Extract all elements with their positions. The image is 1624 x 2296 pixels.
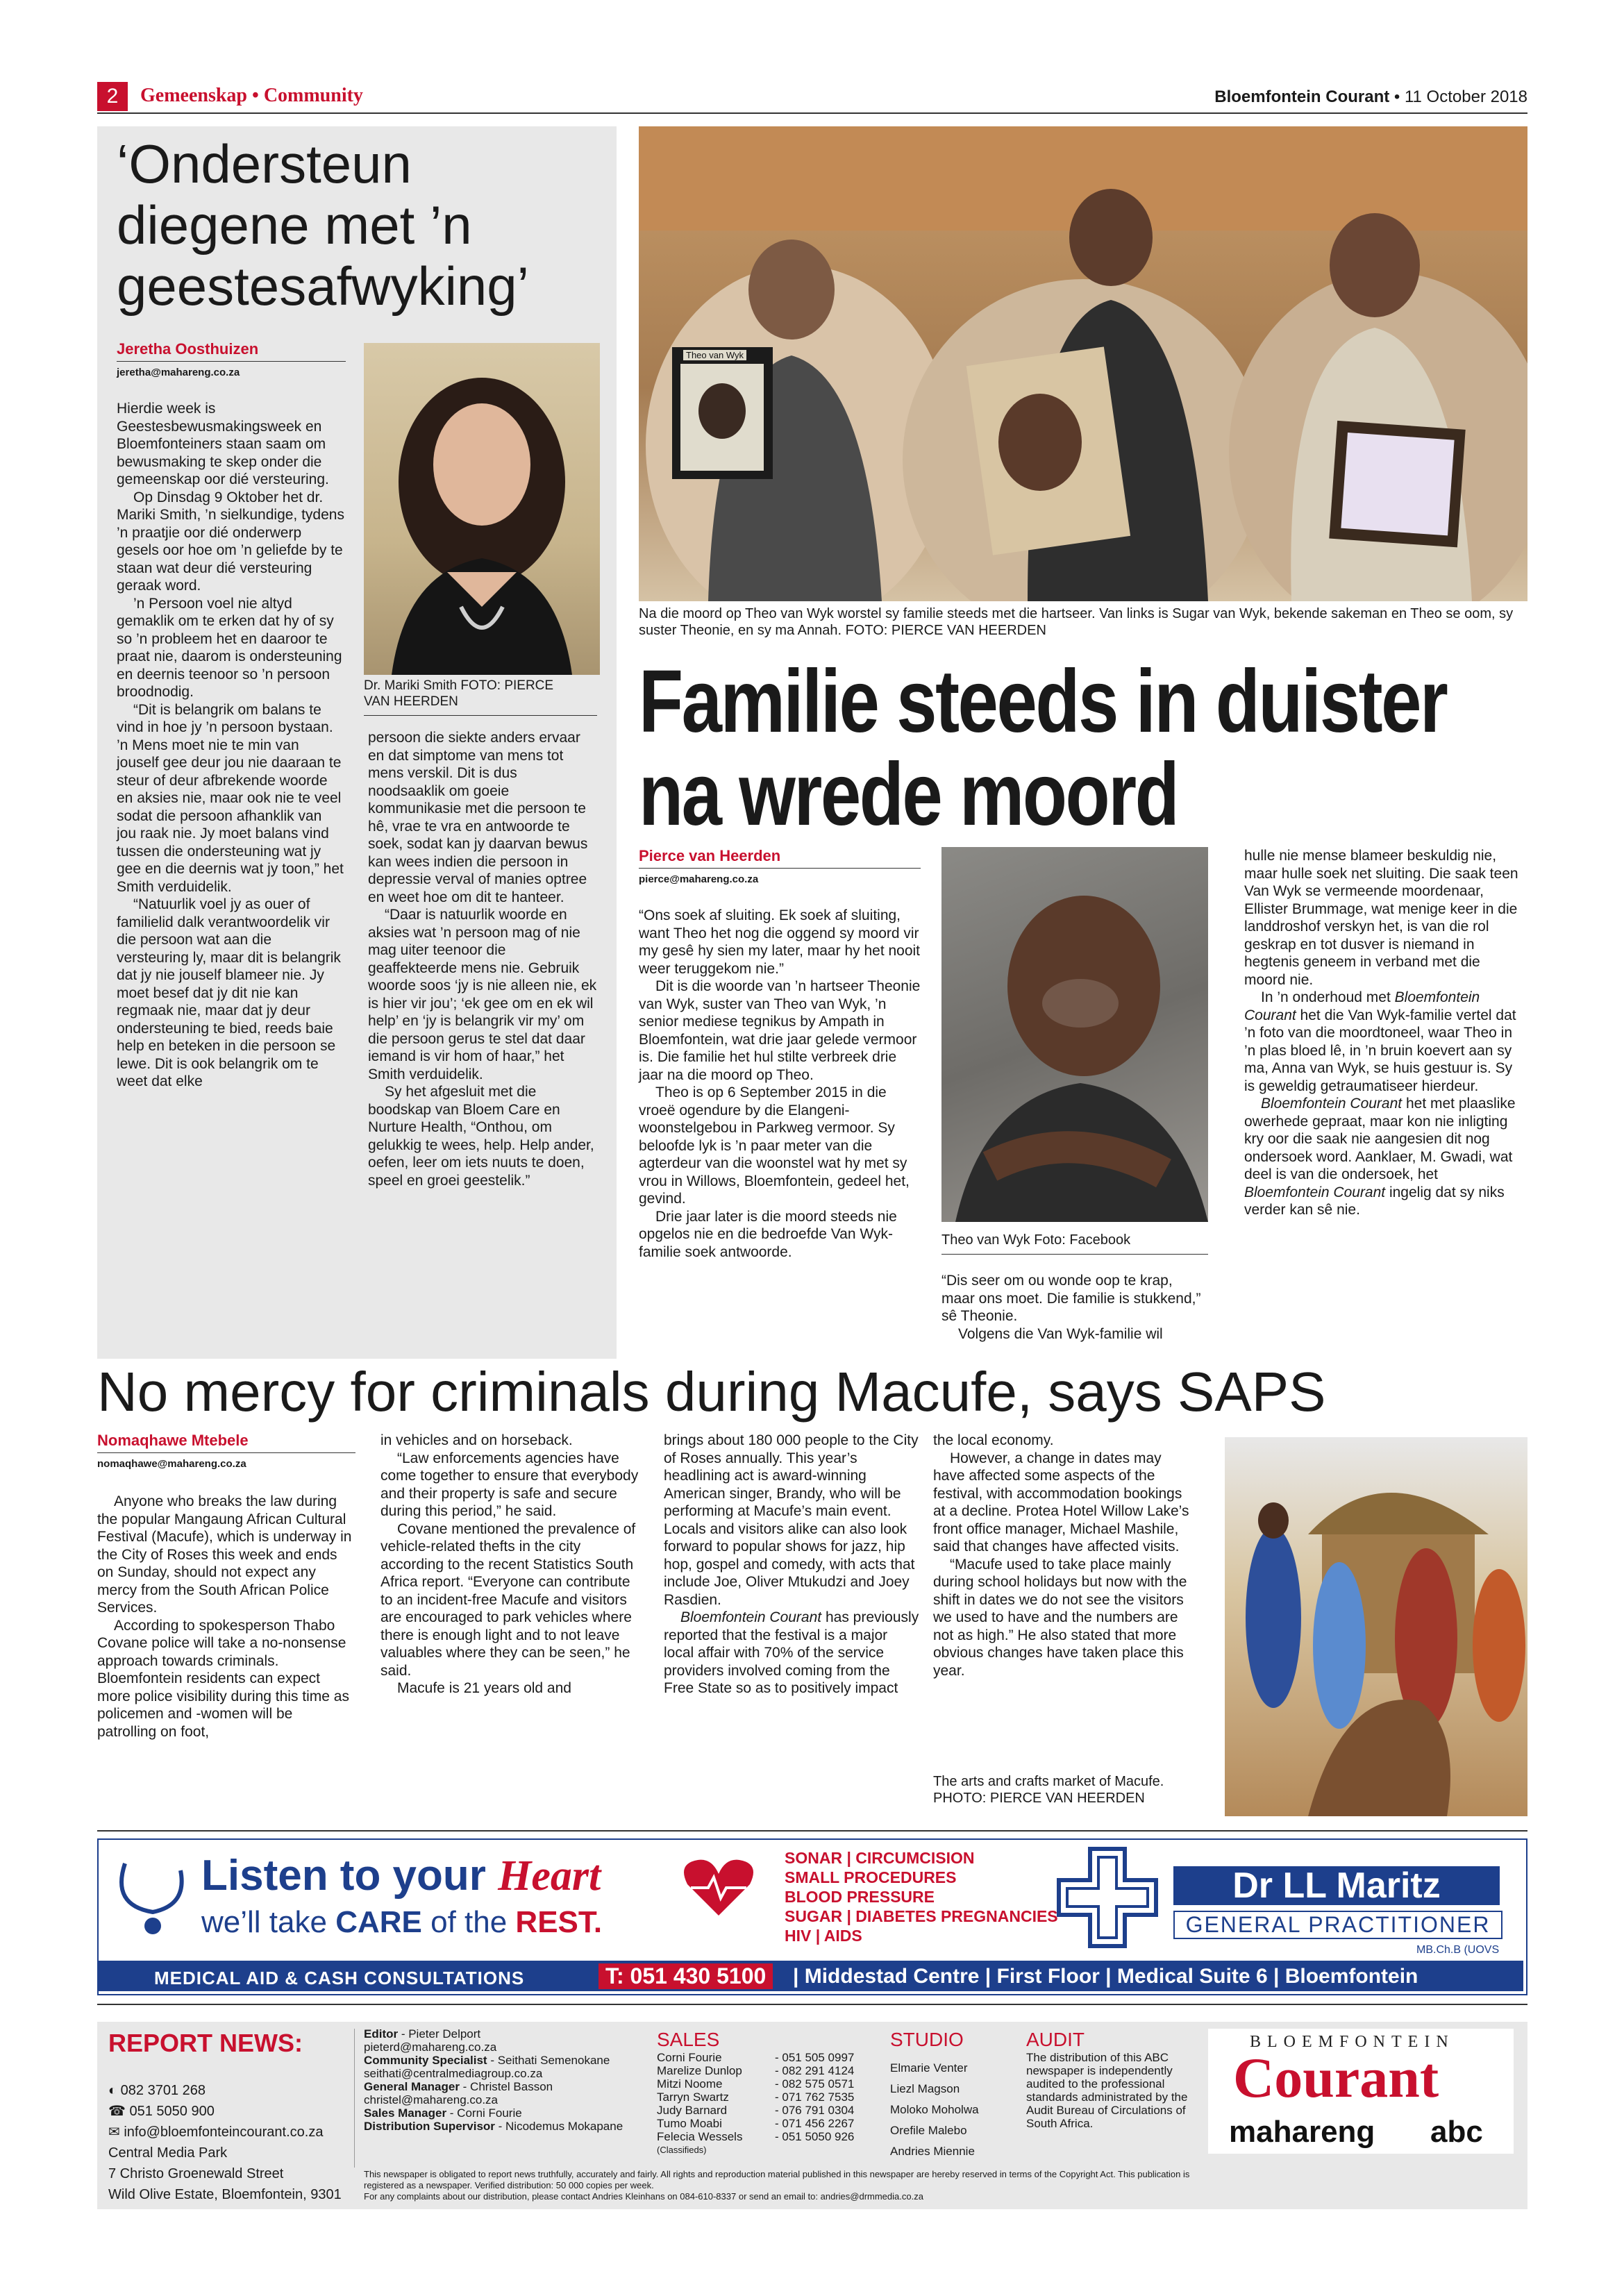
portrait-illustration	[364, 343, 600, 675]
sales-title: SALES	[657, 2029, 720, 2050]
staff-role: Community Specialist	[364, 2054, 487, 2067]
paragraph: “Macufe used to take place mainly during school holidays but now with the shift in dates we do not see the visitors we used to have and the numbers are not as high.” He also stated that more obvious changes have taken place this year.	[933, 1556, 1187, 1679]
staff-role: Editor	[364, 2027, 399, 2041]
family-photo-caption: Na die moord op Theo van Wyk worstel sy familie steeds met die hartseer. Van links is Sugar van Wyk, bekende sakeman en Theo se oom, sy suster Theonie, en sy ma Annah. FOTO: PIERCE VAN HEERDEN	[639, 606, 1514, 638]
author: Pierce van Heerden	[639, 847, 781, 864]
studio-member: Moloko Moholwa	[890, 2103, 979, 2116]
paragraph: According to spokesperson Thabo Covane police will take a no-nonsense approach towards criminals. Bloemfontein residents can expect more police visibility during this time as policemen and -women will be patrolling on foot,	[97, 1617, 349, 1740]
text: has previously reported that the festival is a major local affair with 70% of the service providers involved coming from the Free State so as to positively impact	[664, 1609, 919, 1696]
report-contacts	[108, 2080, 342, 2205]
byline-block	[117, 340, 346, 362]
sales-phone: - 051 505 0997	[775, 2051, 855, 2064]
ad-bottom-rule	[97, 2004, 1527, 2005]
paragraph: “Dit is belangrik om balans te vind in hoe jy ’n persoon bystaan. ’n Mens moet nie te min van jouself gee deur jou nie daaraan te steur of deur afbrekende woorde en aksies nie, maar ook nie te veel sodat die persoon afhanklik van jou raak nie. Jy moet balans vind tussen die ondersteuning wat jy gee en die deernis wat jy toon,” het Smith verduidelik.	[117, 701, 344, 895]
disclaimer	[364, 2169, 1197, 2202]
paragraph	[664, 1609, 921, 1698]
disclaimer-text: For any complaints about our distribution, please contact Andries Kleinhans on 084-610-8337 or send an email to: andries@drmmedia.co.za	[364, 2191, 923, 2202]
staff-role: Distribution Supervisor	[364, 2120, 495, 2133]
service-item: SUGAR | DIABETES PREGNANCIES	[785, 1907, 1058, 1925]
footer	[97, 2022, 1527, 2209]
paragraph: Volgens die Van Wyk-familie wil	[958, 1325, 1163, 1342]
author-email: nomaqhawe@mahareng.co.za	[97, 1458, 246, 1470]
service-item: HIV | AIDS	[785, 1927, 862, 1945]
sales-name: Felecia Wessels	[657, 2130, 743, 2143]
headline-line-2: na wrede moord	[639, 745, 1178, 844]
staff-name: - Seithati Semenokane	[487, 2054, 610, 2067]
article3-column-1	[97, 1493, 355, 1741]
paragraph: “Daar is natuurlik woorde en aksies wat ’n persoon mag of nie mag uiter teenoor die geaffekteerde mens nie. Gebruik woorde soos ‘jy is nie alleen nie, ek is hier vir jou’; ‘ek gee om en ek wil help’ en ‘jy is belangrik vir my’ om die persoon gerus te stel dat daar iemand is vir hom of haar,” het Smith verduidelik.	[368, 907, 597, 1082]
staff-name: - Christel Basson	[459, 2080, 553, 2093]
sales-phone: - 051 5050 926	[775, 2130, 855, 2143]
theo-photo	[941, 847, 1208, 1222]
article2-column-2	[941, 1272, 1208, 1343]
bar-right-text: | Middestad Centre | First Floor | Medical Suite 6 | Bloemfontein	[793, 1965, 1418, 1988]
bar-left-text: MEDICAL AID & CASH CONSULTATIONS	[154, 1968, 525, 1988]
heart-icon	[680, 1857, 757, 1919]
paragraph: Sy het afgesluit met die boodskap van Bloem Care en Nurture Health, “Onthou, om gelukkig te wees, help. Help ander, oefen, leer om iets nuuts te doen, speel en groei geestelik.”	[368, 1084, 594, 1189]
report-news-title: REPORT NEWS:	[108, 2029, 303, 2057]
paragraph: ’n Persoon voel nie altyd gemaklik om te erken dat hy of sy so ’n probleem het en daaroor te praat nie, daarom is ondersteuning en deernis teenoor so ’n persoon broodnodig.	[117, 595, 342, 700]
ad-text: REST.	[515, 1905, 603, 1939]
ad-headline-2	[201, 1905, 602, 1940]
theo-photo-caption: Theo van Wyk Foto: Facebook	[941, 1232, 1131, 1248]
caption-rule	[364, 715, 597, 716]
staff-role: General Manager	[364, 2080, 460, 2093]
paper-name: Bloemfontein Courant	[1244, 989, 1480, 1023]
macufe-photo-caption: The arts and crafts market of Macufe. PHOTO: PIERCE VAN HEERDEN	[933, 1774, 1164, 1806]
paragraph: in vehicles and on horseback.	[380, 1432, 573, 1448]
studio-member: Liezl Magson	[890, 2082, 960, 2095]
sales-phone: - 082 575 0571	[775, 2077, 855, 2090]
text: het die Van Wyk-familie vertel dat ’n foto van die moordtoneel, waar Theo in ’n plas bloed lê, in ’n bruin koevert aan sy ma, Anna van Wyk, se huis gestuur is. Sy is geweldig getraumatiseer hierdeur.	[1244, 1007, 1516, 1094]
contact-phone	[108, 2101, 342, 2122]
sales-name: Tarryn Swartz	[657, 2090, 729, 2104]
text: ingelig dat sy niks verder kan sê nie.	[1244, 1184, 1505, 1218]
paper-name: Bloemfontein Courant	[1214, 87, 1390, 106]
ad-headline-1	[201, 1851, 601, 1901]
portrait-photo	[364, 343, 600, 675]
headline-line-1: Familie steeds in duister	[639, 652, 1447, 751]
sales-name: Judy Barnard	[657, 2104, 728, 2117]
paragraph	[1244, 1095, 1522, 1219]
paragraph: Op Dinsdag 9 Oktober het dr. Mariki Smith, ’n sielkundige, tydens ’n praatjie oor dié onderwerp gesels oor hoe om ’n geliefde by te staan wat deur dié versteuring geraak word.	[117, 489, 344, 594]
ad-text-heart: Heart	[498, 1852, 601, 1900]
ad-services	[785, 1848, 1058, 1945]
doctor-qualification: MB.Ch.B (UOVS	[1416, 1944, 1500, 1956]
byline-block-2	[639, 847, 921, 869]
caption-rule	[941, 1254, 1208, 1255]
article1-column-2	[368, 729, 597, 1189]
author-email: jeretha@mahareng.co.za	[117, 367, 240, 378]
mobile-icon: ◐	[108, 2083, 117, 2098]
paragraph: Hierdie week is Geestesbewusmakingsweek en Bloemfonteiners staan saam om bewusmaking te skep onder die gemeenskap oor dié versteuring.	[117, 401, 329, 487]
ad-text: of the	[421, 1905, 516, 1939]
article2-column-3	[1244, 847, 1522, 1219]
macufe-illustration	[1225, 1437, 1527, 1816]
ad-text: CARE	[335, 1905, 422, 1939]
section-sep: •	[252, 85, 259, 106]
headline-mental-health: ‘Ondersteun diegene met ’n geestesafwyking’	[117, 133, 529, 317]
contact-text: 082 3701 268	[120, 2083, 206, 2098]
staff-name: - Pieter Delport	[398, 2027, 481, 2041]
paper-name: Bloemfontein Courant	[680, 1609, 822, 1625]
staff-role: Sales Manager	[364, 2106, 447, 2120]
paragraph: the local economy.	[933, 1432, 1054, 1448]
studio-list	[890, 2058, 979, 2162]
paragraph: However, a change in dates may have affected some aspects of the festival, with accommodation bookings at a decline. Protea Hotel Willow Lake’s front office manager, Michael Mashile, said that changes have affected visits.	[933, 1450, 1189, 1555]
address-line: Wild Olive Estate, Bloemfontein, 9301	[108, 2187, 342, 2202]
paragraph: Theo is op 6 September 2015 in die vroeë ogendure by die Elangeni-woonstelgebou in Parkweg vermoor. Sy beloofde lyk is ’n paar meter van die agterdeur van die woonstel wat hy met sy vrou in Willows, Bloemfontein, gedeel het, gevind.	[639, 1084, 910, 1207]
studio-title: STUDIO	[890, 2029, 964, 2050]
abc-logo: abc	[1430, 2115, 1483, 2149]
contact-text: info@bloemfonteincourant.co.za	[124, 2125, 324, 2140]
portrait-caption: Dr. Mariki Smith FOTO: PIERCE VAN HEERDEN	[364, 678, 554, 709]
ad-bottom-bar	[99, 1961, 1523, 1991]
medical-cross-icon	[1055, 1845, 1160, 1950]
studio-member: Orefile Malebo	[890, 2124, 967, 2137]
courant-logo	[1208, 2029, 1514, 2154]
footer-divider	[354, 2029, 355, 2168]
audit-text: The distribution of this ABC newspaper is independently audited to the professional standards administrated by the Audit Bureau of Circulations of South Africa.	[1026, 2051, 1188, 2130]
page-number: 2	[106, 85, 119, 108]
ad-text: we’ll take	[201, 1905, 336, 1939]
sales-phone: - 082 291 4124	[775, 2064, 855, 2077]
section-af: Gemeenskap	[140, 85, 247, 106]
section-en: Community	[263, 85, 363, 106]
paper-name: Bloemfontein Courant	[1244, 1184, 1386, 1200]
logo-top: BLOEMFONTEIN	[1250, 2033, 1455, 2051]
macufe-photo	[1225, 1437, 1527, 1816]
paragraph: Macufe is 21 years old and	[397, 1680, 571, 1696]
family-illustration	[639, 126, 1527, 601]
author: Nomaqhawe Mtebele	[97, 1432, 249, 1449]
phone-icon: ☎	[108, 2104, 126, 2119]
paragraph: Covane mentioned the prevalence of vehicle-related thefts in the city according to the recent Statistics South Africa report. “Everyone can contribute to an incident-free Macufe and visitors are encouraged to park vehicles where there is enough light and to not leave valuables where they can be seen,” he said.	[380, 1520, 636, 1679]
sales-phone: - 076 791 0304	[775, 2104, 855, 2117]
staff-email: seithati@centralmediagroup.co.za	[364, 2067, 543, 2080]
page-header	[97, 82, 1527, 112]
text: In ’n onderhoud met	[1261, 989, 1395, 1005]
service-item: SONAR | CIRCUMCISION	[785, 1849, 975, 1867]
contact-mobile	[108, 2080, 342, 2101]
paragraph: brings about 180 000 people to the City of Roses annually. This year’s headlining act is award-winning American singer, Brandy, who will be performing at Macufe’s main event. Locals and visitors alike can also look forward to popular shows for jazz, hip hop, gospel and comedy, with acts that include Joe, Oliver Mtukudzi and Joey Rasdien.	[664, 1432, 919, 1608]
paragraph: Drie jaar later is die moord steeds nie opgelos nie en die bedroefde Van Wyk-familie soek antwoorde.	[639, 1208, 897, 1260]
studio-member: Elmarie Venter	[890, 2061, 968, 2075]
doctor-name-box	[1173, 1866, 1500, 1905]
disclaimer-text: This newspaper is obligated to report news truthfully, accurately and fairly. All rights and reproduction material published in this newspaper are hereby reserved in terms of the Copyright Act. This publication is registered as a newspaper. Verified distribution: 50 000 copies per week.	[364, 2169, 1190, 2190]
paragraph	[1244, 989, 1522, 1095]
logo-main: Courant	[1233, 2046, 1439, 2109]
author: Jeretha Oosthuizen	[117, 340, 259, 358]
address-line: 7 Christo Groenewald Street	[108, 2166, 284, 2181]
staff-email: pieterd@mahareng.co.za	[364, 2041, 497, 2054]
issue-date: • 11 October 2018	[1393, 87, 1527, 106]
theo-illustration	[941, 847, 1208, 1222]
headline-macufe: No mercy for criminals during Macufe, says SAPS	[97, 1361, 1326, 1423]
sales-name: Tumo Moabi	[657, 2117, 722, 2130]
staff-name: - Nicodemus Mokapane	[494, 2120, 623, 2133]
paragraph: “Law enforcements agencies have come together to ensure that everybody and their property is safe and secure during this period,” he said.	[380, 1450, 639, 1519]
section-label	[140, 85, 363, 107]
article3-column-3	[664, 1432, 921, 1698]
paragraph: persoon die siekte anders ervaar en dat simptome van mens tot mens verskil. Dit is dus noodsaaklik om goeie kommunikasie met die persoon te hê, vrae te vra en antwoorde te soek, sodat kan jy daarvan bewus kan wees indien die persoon in depressie verval of manies optree en weet hoe om dit te hanteer.	[368, 730, 588, 905]
audit-title: AUDIT	[1026, 2029, 1085, 2050]
article2-column-1	[639, 907, 921, 1261]
article3-column-4	[933, 1432, 1190, 1679]
doctor-title: GENERAL PRACTITIONER	[1173, 1911, 1502, 1939]
frame-label: Theo van Wyk	[683, 350, 746, 360]
sales-name: Mitzi Noome	[657, 2077, 723, 2090]
staff-name: - Corni Fourie	[446, 2106, 522, 2120]
author-email: pierce@mahareng.co.za	[639, 873, 759, 885]
doctor-advert	[97, 1838, 1527, 1995]
paragraph: “Ons soek af sluiting. Ek soek af sluiting, want Theo het nog die oggend sy moord vir my gesê hy sien my later, maar hy het nooit weer teruggekom nie.”	[639, 907, 921, 977]
article1-column-1	[117, 400, 344, 1091]
sales-phone: - 071 762 7535	[775, 2090, 855, 2104]
paper-name: Bloemfontein Courant	[1261, 1096, 1403, 1112]
paragraph: “Dis seer om ou wonde oop te krap, maar ons moet. Die familie is stukkend,” sê Theonie.	[941, 1273, 1201, 1324]
header-rule	[97, 112, 1527, 114]
email-icon: ✉	[108, 2125, 120, 2140]
byline-block-3	[97, 1432, 355, 1453]
headline-murder	[639, 652, 1447, 844]
paragraph: Anyone who breaks the law during the popular Mangaung African Cultural Festival (Macufe), which is underway in the City of Roses this week and ends on Sunday, should not expect any mercy from the South African Police Services.	[97, 1493, 352, 1616]
ad-text: Listen to your	[201, 1852, 499, 1900]
contact-email[interactable]	[108, 2122, 342, 2143]
studio-member: Andries Miennie	[890, 2145, 975, 2158]
mahareng-logo: mahareng	[1229, 2115, 1375, 2149]
ad-top-rule	[97, 1830, 1527, 1832]
paragraph: “Natuurlik voel jy as ouer of familielid dalk verantwoordelik vir die persoon wat aan die versteuring ly, maar dit is belangrik dat jy nie jouself blameer nie. Jy moet besef dat jy dit nie kan regmaak nie, maar dat jy deur ondersteuning te bied, reeds baie help en beteken in die persoon se lewe. Dit is ook belangrik om te weet dat elke	[117, 896, 341, 1089]
stethoscope-icon	[111, 1857, 194, 1940]
page-number-badge	[97, 82, 128, 111]
paragraph: Dit is die woorde van ’n hartseer Theonie van Wyk, suster van Theo van Wyk, ’n senior mediese tegnikus by Ampath in Bloemfontein, wat drie jaar gelede vermoor is. Die familie het hul stilte verbreek drie jaar na die moord op Theo.	[639, 978, 921, 1083]
doctor-name: Dr LL Maritz	[1232, 1866, 1441, 1906]
sales-phone: - 071 456 2267	[775, 2117, 855, 2130]
address-line: Central Media Park	[108, 2145, 228, 2161]
sales-name: Corni Fourie	[657, 2051, 722, 2064]
masthead-info	[1214, 87, 1527, 107]
sales-name: Marelize Dunlop	[657, 2064, 742, 2077]
contact-text: 051 5050 900	[129, 2104, 215, 2119]
family-photo	[639, 126, 1527, 601]
text: het met plaaslike owerhede gepraat, maar kon nie inligting kry oor die saak nie aangesien dit nog ondersoek word. Aanklaer, M. Gwadi, wat deel is van die ondersoek, het	[1244, 1096, 1516, 1182]
staff-email: christel@mahareng.co.za	[364, 2093, 499, 2106]
sales-name: (Classifieds)	[657, 2145, 707, 2155]
article3-column-2	[380, 1432, 639, 1698]
service-item: SMALL PROCEDURES	[785, 1868, 957, 1886]
paragraph: hulle nie mense blameer beskuldig nie, maar hulle soek net sluiting. Die saak teen Van Wyk se vermeende moordenaar, Ellister Brummage, wat menige keer in die landdroshof verskyn het, is van die rol geskrap en tot dusver is niemand in hegtenis geneem in verband met die moord nie.	[1244, 848, 1518, 988]
service-item: BLOOD PRESSURE	[785, 1888, 935, 1906]
phone-number: T: 051 430 5100	[598, 1963, 773, 1989]
